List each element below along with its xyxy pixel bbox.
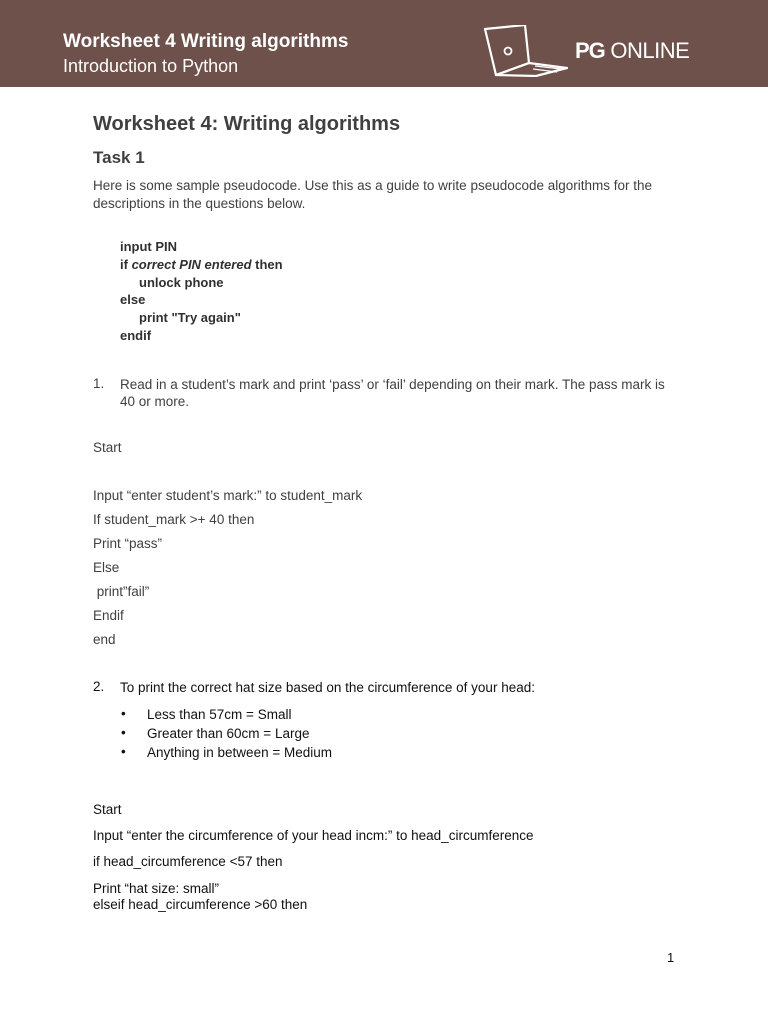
code-line-3: unlock phone [139,275,224,290]
page-title: Worksheet 4: Writing algorithms [93,113,401,135]
worksheet-subtitle: Introduction to Python [63,56,239,76]
logo-light-text: ONLINE [610,38,690,63]
question-2-text: To print the correct hat size based on the circumference of your head: [120,680,535,695]
code-line-6: endif [120,328,152,343]
code-line-2 [120,257,283,272]
header-banner [0,0,768,87]
page-number: 1 [667,950,675,965]
answer-2-line: Start [93,802,122,817]
answer-1-line: Print “pass” [93,536,163,551]
answer-1-line: If student_mark >+ 40 then [93,512,255,527]
answer-2-line: if head_circumference <57 then [93,854,283,869]
answer-2-line: elseif head_circumference >60 then [93,897,308,912]
answer-1-line: print”fail” [93,584,150,599]
bullet-icon: • [121,744,126,759]
question-1-number: 1. [93,376,105,391]
laptop-logo-icon [483,25,569,77]
intro-paragraph: Here is some sample pseudocode. Use this as a guide to write pseudocode algorithms for the descriptions in the questions below. [93,178,653,211]
worksheet-title: Worksheet 4 Writing algorithms [63,31,349,52]
answer-2-line: Print “hat size: small” [93,881,220,896]
answer-1-line: end [93,632,116,647]
code-line-4: else [120,292,146,307]
question-2-number: 2. [93,679,105,694]
code-line-1: input PIN [120,239,178,254]
task-heading: Task 1 [93,148,145,167]
answer-1-line: Else [93,560,120,575]
hat-size-rule: Anything in between = Medium [147,745,332,760]
code-then-keyword: then [255,257,283,272]
code-line-5: print "Try again" [139,310,241,325]
answer-1-line: Start [93,440,122,455]
answer-1-line: Endif [93,608,124,623]
bullet-icon: • [121,725,126,740]
code-if-keyword: if [120,257,128,272]
pg-online-logo [575,38,689,64]
answer-2-line: Input “enter the circumference of your head incm:” to head_circumference [93,828,534,843]
logo-bold-text: PG [575,38,605,63]
answer-1-line: Input “enter student’s mark:” to student_mark [93,488,363,503]
hat-size-rule: Less than 57cm = Small [147,707,292,722]
bullet-icon: • [121,706,126,721]
hat-size-rule: Greater than 60cm = Large [147,726,310,741]
code-condition: correct PIN entered [131,257,252,272]
question-1-text: Read in a student’s mark and print ‘pass’ or ‘fail’ depending on their mark. The pass mark is 40 or more. [120,377,665,409]
